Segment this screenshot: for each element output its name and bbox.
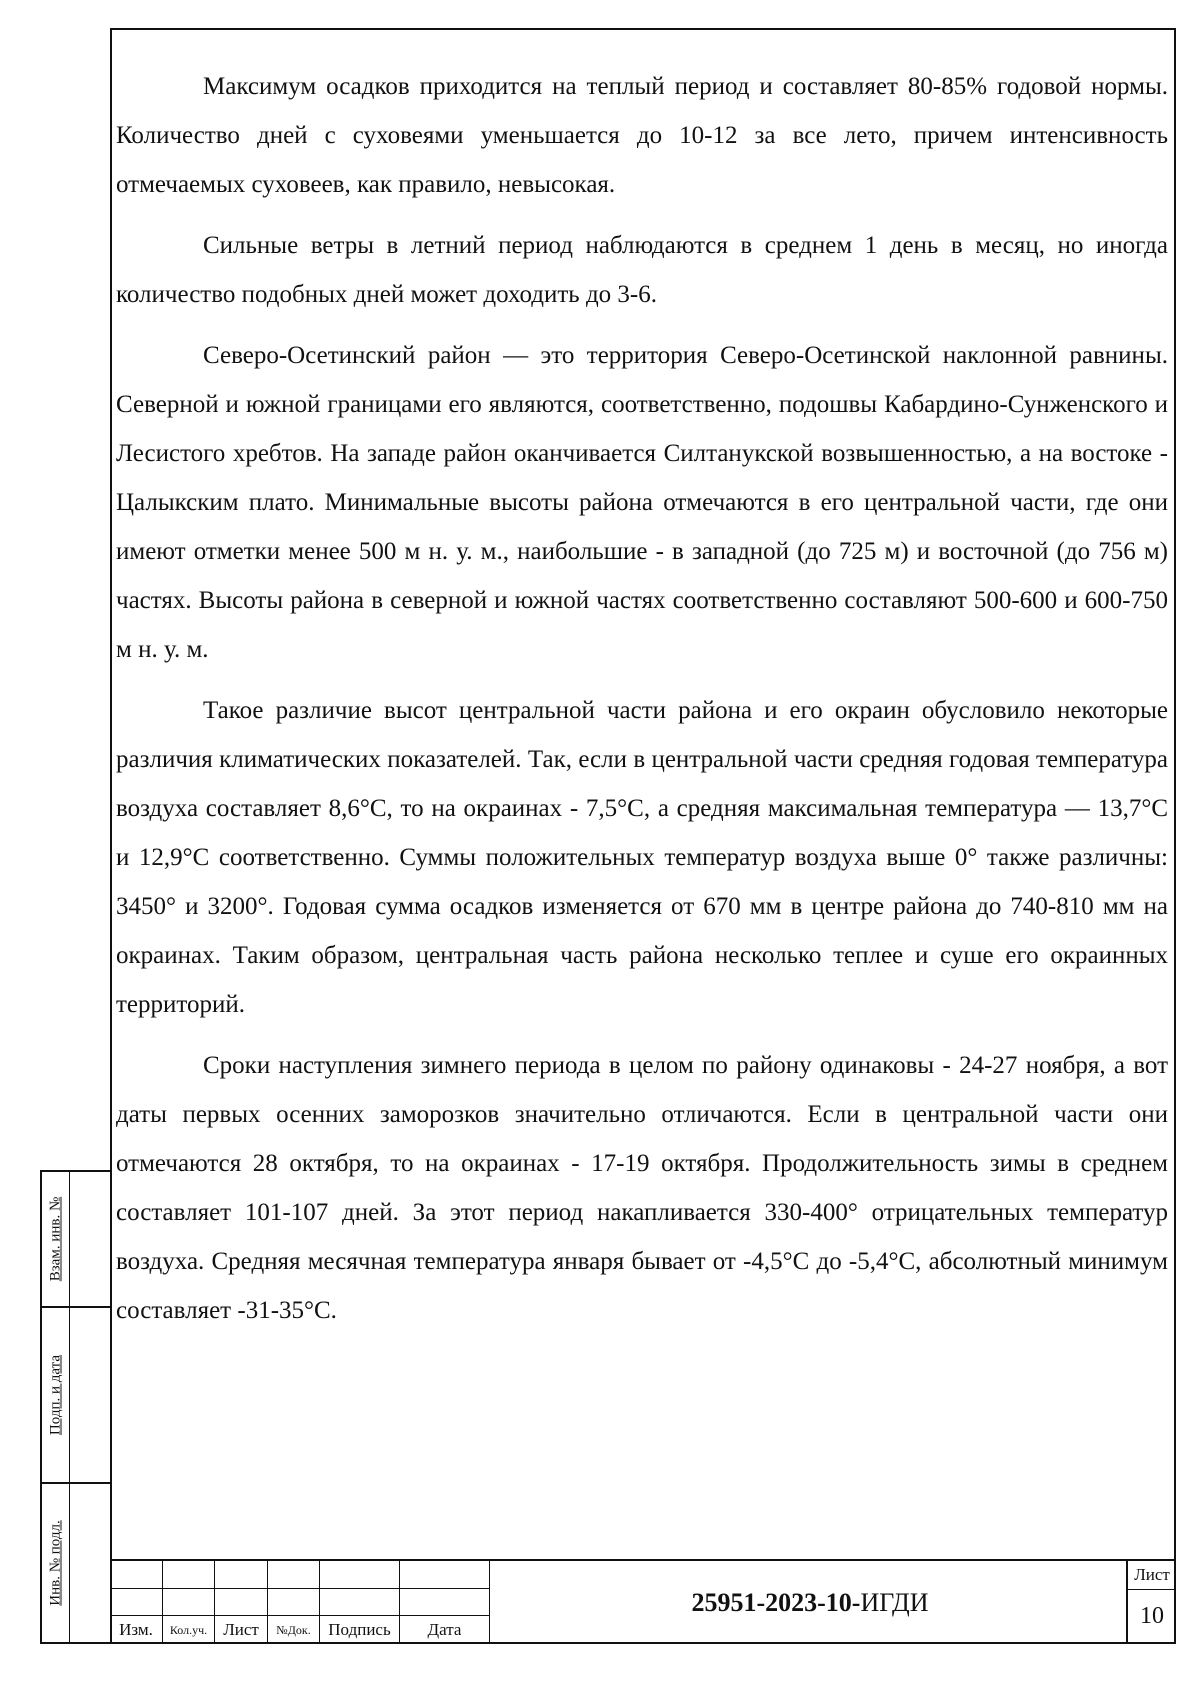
document-code — [490, 1561, 1130, 1644]
grid-cell — [163, 1561, 215, 1589]
header-ndok: №Док. — [268, 1616, 320, 1644]
document-code-suffix: ИГДИ — [860, 1587, 929, 1617]
grid-cell — [110, 1561, 163, 1589]
grid-cell — [215, 1589, 268, 1616]
grid-cell — [320, 1589, 400, 1616]
side-label-inv: Инв. № подл. — [47, 1520, 63, 1606]
grid-cell — [268, 1561, 320, 1589]
header-list: Лист — [215, 1616, 268, 1644]
title-block — [110, 1559, 1176, 1644]
paragraph: Северо-Осетинский район — это территория Северо-Осетинской наклонной равнины. Северной и южной границами его являются, соответственно, подошвы Кабардино-Сунженского и Лесистого хребтов. На западе район оканчивается Силтанукской возвышенностью, а на востоке - Цалыкским плато. Минимальные высоты района отмечаются в его центральной части, где они имеют отметки менее 500 м н. у. м., наибольшие - в западной (до 725 м) и восточной (до 756 м) частях. Высоты района в северной и южной частях соответственно составляют 500-600 и 600-750 м н. у. м. — [116, 342, 1168, 663]
paragraph: Сроки наступления зимнего периода в целом по району одинаковы - 24-27 ноября, а вот даты первых осенних заморозков значительно отличаются. Если в центральной части они отмечаются 28 октября, то на окраинах - 17-19 октября. Продолжительность зимы в среднем составляет 101-107 дней. За этот период накапливается 330-400° отрицательных температур воздуха. Средняя месячная температура января бывает от -4,5°С до -5,4°С, абсолютный минимум составляет -31-35°С. — [116, 1052, 1168, 1324]
grid-cell — [110, 1589, 163, 1616]
side-label-podp: Подп. и дата — [47, 1354, 63, 1436]
side-row-vzam — [40, 1170, 110, 1308]
side-row-inv — [40, 1482, 110, 1644]
paragraph: Такое различие высот центральной части района и его окраин обусловило некоторые различия климатических показателей. Так, если в центральной части средняя годовая температура воздуха составляет 8,6°С, то на окраинах - 7,5°С, а средняя максимальная температура — 13,7°С и 12,9°С соответственно. Суммы положительных температур воздуха выше 0° также различны: 3450° и 3200°. Годовая сумма осадков изменяется от 670 мм в центре района до 740-810 мм на окраинах. Таким образом, центральная часть района несколько теплее и суше его окраинных территорий. — [116, 697, 1168, 1018]
sheet-box — [1126, 1561, 1176, 1644]
revision-grid — [110, 1561, 490, 1644]
side-stamp — [40, 1170, 110, 1644]
side-row-podp — [40, 1306, 110, 1484]
grid-cell — [215, 1561, 268, 1589]
grid-cell — [268, 1589, 320, 1616]
grid-cell — [400, 1589, 490, 1616]
paragraph: Максимум осадков приходится на теплый период и составляет 80-85% годовой нормы. Количество дней с суховеями уменьшается до 10-12 за все лето, причем интенсивность отмечаемых суховеев, как правило, невысокая. — [116, 73, 1168, 198]
header-izm: Изм. — [110, 1616, 163, 1644]
header-podpis: Подпись — [320, 1616, 400, 1644]
header-koluch: Кол.уч. — [163, 1616, 215, 1644]
document-body — [116, 62, 1168, 1347]
side-label-vzam: Взам. инв. № — [47, 1196, 63, 1282]
grid-cell — [400, 1561, 490, 1589]
document-code-bold: 25951-2023-10- — [691, 1587, 861, 1617]
header-data: Дата — [400, 1616, 490, 1644]
grid-cell — [320, 1561, 400, 1589]
sheet-label: Лист — [1128, 1561, 1176, 1590]
grid-cell — [163, 1589, 215, 1616]
paragraph: Сильные ветры в летний период наблюдаются в среднем 1 день в месяц, но иногда количество подобных дней может доходить до 3-6. — [116, 232, 1168, 308]
sheet-number: 10 — [1140, 1603, 1164, 1629]
